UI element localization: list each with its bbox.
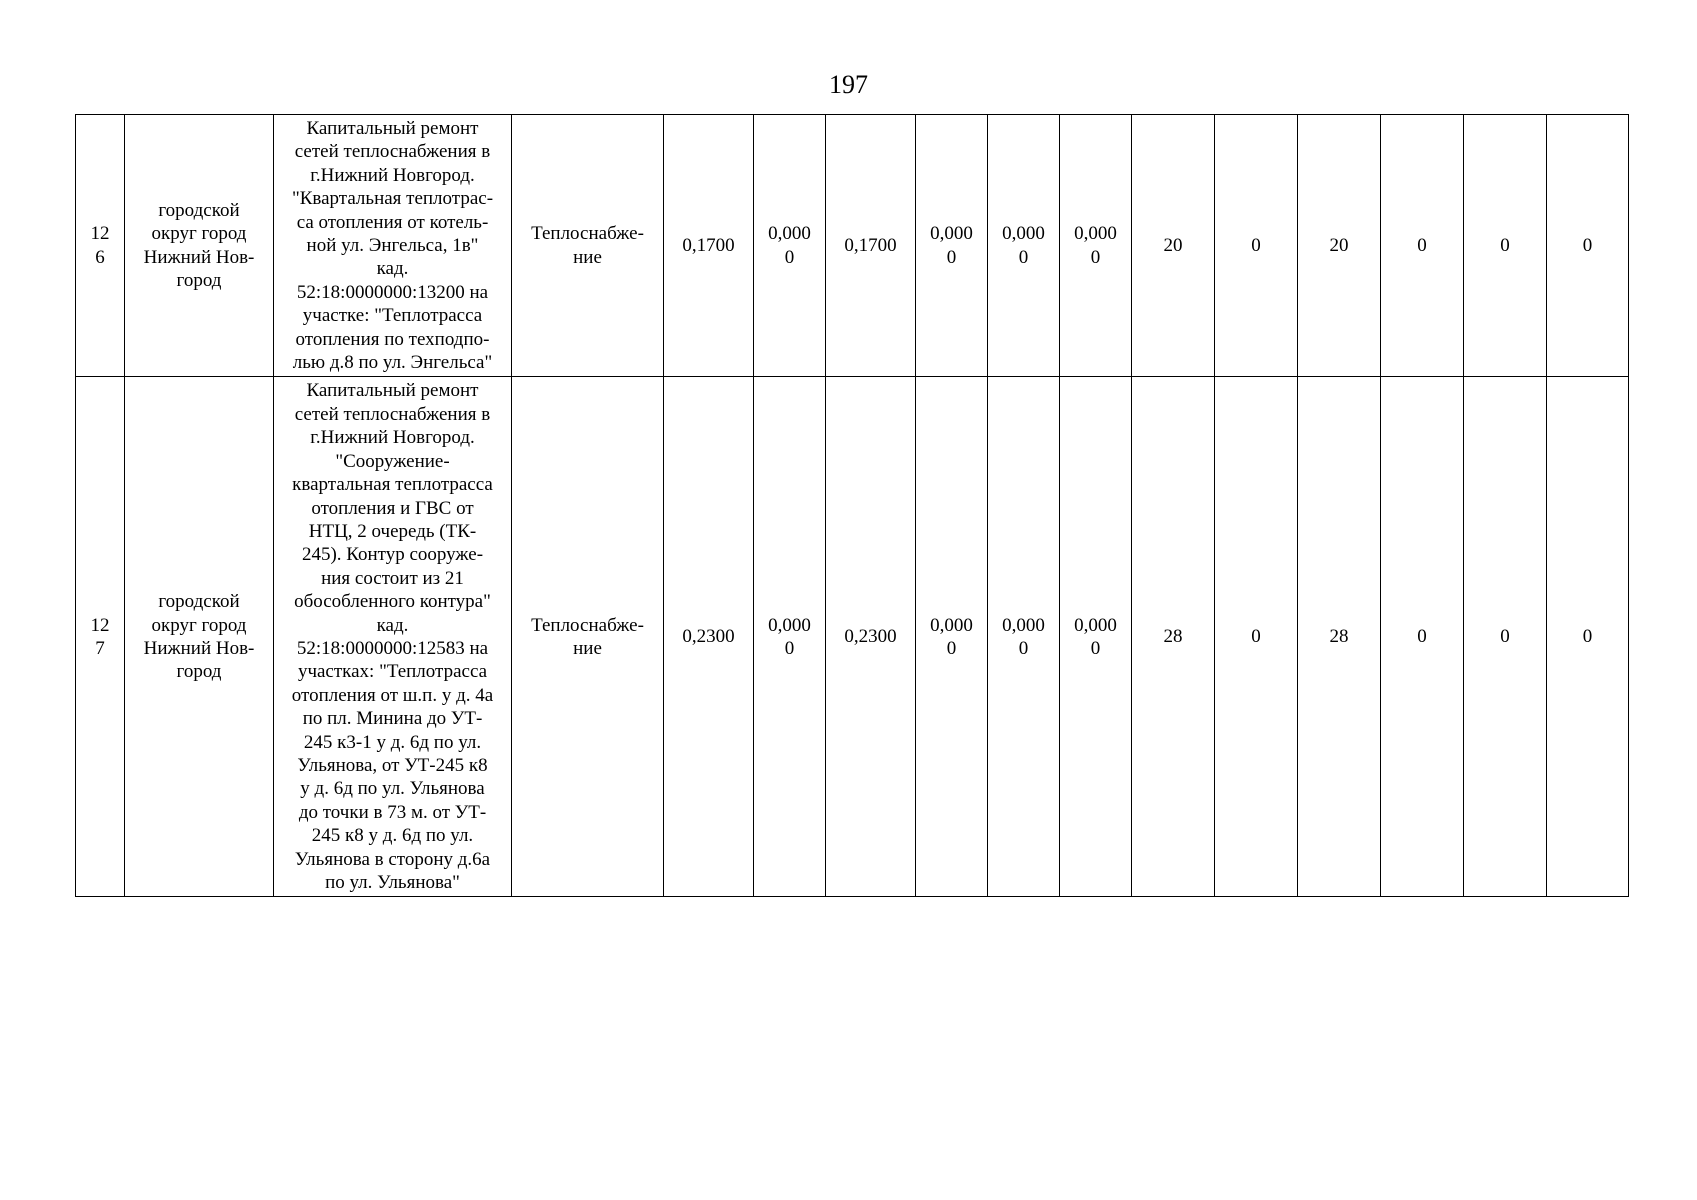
data-table: [75, 114, 1629, 897]
value-cell-9: 28: [1298, 377, 1381, 897]
value-cell-7: 28: [1132, 377, 1215, 897]
value-cell-10: 0: [1381, 115, 1464, 377]
municipality-cell: городской округ город Нижний Нов- город: [125, 115, 274, 377]
value-cell-11: 0: [1464, 377, 1547, 897]
value-cell-6: 0,000 0: [1060, 377, 1132, 897]
value-cell-5: 0,000 0: [988, 115, 1060, 377]
value-cell-9: 20: [1298, 115, 1381, 377]
value-cell-3: 0,1700: [826, 115, 916, 377]
value-cell-11: 0: [1464, 115, 1547, 377]
value-cell-8: 0: [1215, 115, 1298, 377]
description-cell: Капитальный ремонт сетей теплоснабжения в г.Нижний Новгород. "Квартальная теплотрас- са отопления от котель- ной ул. Энгельса, 1в" кад. 52:18:0000000:13200 на участке: "Теплотрасса отопления по техподпо- лью д.8 по ул. Энгельса": [274, 115, 512, 377]
value-cell-6: 0,000 0: [1060, 115, 1132, 377]
category-cell: Теплоснабже- ние: [512, 377, 664, 897]
municipality-cell: городской округ город Нижний Нов- город: [125, 377, 274, 897]
value-cell-2: 0,000 0: [754, 377, 826, 897]
value-cell-12: 0: [1547, 115, 1629, 377]
page-number: 197: [829, 70, 868, 99]
value-cell-12: 0: [1547, 377, 1629, 897]
value-cell-3: 0,2300: [826, 377, 916, 897]
category-cell: Теплоснабже- ние: [512, 115, 664, 377]
table-row: [76, 115, 1629, 377]
row-number-cell: 12 7: [76, 377, 125, 897]
value-cell-4: 0,000 0: [916, 377, 988, 897]
value-cell-5: 0,000 0: [988, 377, 1060, 897]
table-row: [76, 377, 1629, 897]
value-cell-7: 20: [1132, 115, 1215, 377]
value-cell-1: 0,1700: [664, 115, 754, 377]
value-cell-2: 0,000 0: [754, 115, 826, 377]
value-cell-8: 0: [1215, 377, 1298, 897]
value-cell-1: 0,2300: [664, 377, 754, 897]
description-cell: Капитальный ремонт сетей теплоснабжения в г.Нижний Новгород. "Сооружение- квартальная теплотрасса отопления и ГВС от НТЦ, 2 очередь (ТК- 245). Контур сооруже- ния состоит из 21 обособленного контура" кад. 52:18:0000000:12583 на участках: "Теплотрасса отопления от ш.п. у д. 4а по пл. Минина до УТ- 245 к3-1 у д. 6д по ул. Ульянова, от УТ-245 к8 у д. 6д по ул. Ульянова до точки в 73 м. от УТ- 245 к8 у д. 6д по ул. Ульянова в сторону д.6а по ул. Ульянова": [274, 377, 512, 897]
value-cell-4: 0,000 0: [916, 115, 988, 377]
value-cell-10: 0: [1381, 377, 1464, 897]
row-number-cell: 12 6: [76, 115, 125, 377]
